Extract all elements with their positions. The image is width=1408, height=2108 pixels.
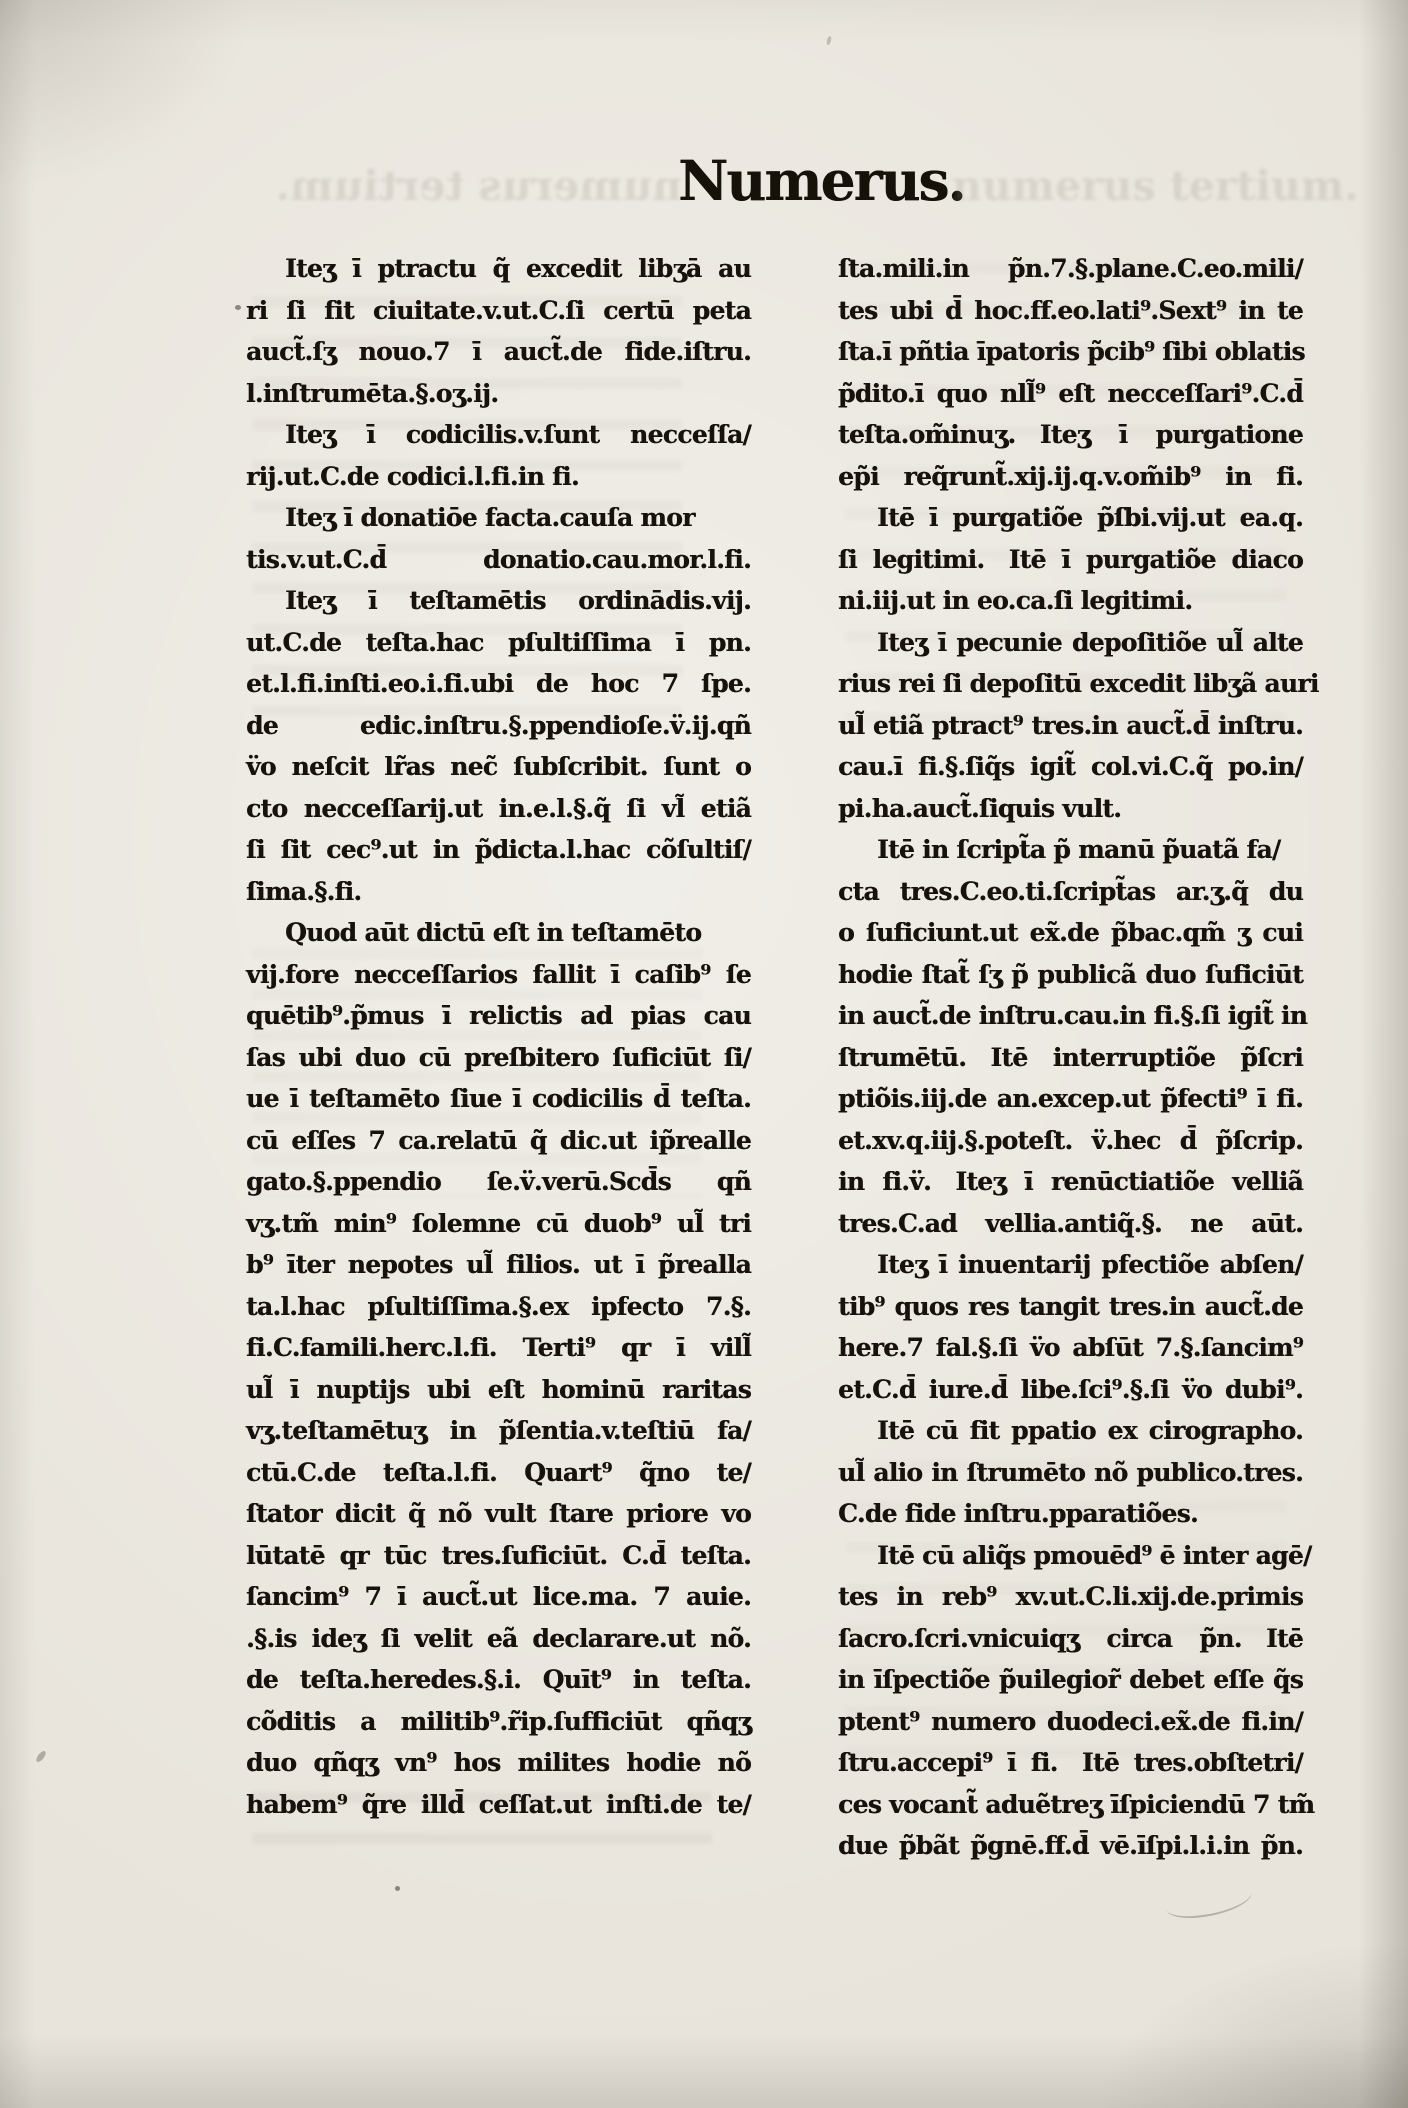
text-line: ep̃i req̃runt̃.xij.ij.q.v.om̃ib⁹ in fi.	[838, 461, 1303, 491]
text-line: cau.ī fi.§.ſiq̃s igit̃ col.vi.C.q̃ po.in/	[838, 752, 1303, 781]
text-line: rij.ut.C.de codici.l.fi.in fi.	[246, 461, 579, 491]
text-line: ul̃ etiã ptract⁹ tres.in auct̃.d̄ inſtru.	[838, 710, 1303, 740]
text-line: tis.v.ut.C.d̄ donatio.cau.mor.l.fi.	[246, 544, 751, 574]
text-line: cto necceſſarij.ut in.e.l.§.q̃ ſi vl̃ etiã	[246, 793, 751, 823]
text-line: vʒ.tm̃ min⁹ ſolemne cū duob⁹ ul̃ tri	[246, 1208, 751, 1238]
text-line: cõditis a militib⁹.r̃ip.ſufficiūt qñqʒ	[246, 1706, 751, 1736]
text-line: ri ſi fit ciuitate.v.ut.C.ſi certū peta	[246, 295, 751, 325]
text-line: Quod aūt dictū eſt in teſtamēto	[285, 918, 702, 947]
text-line: auct̃.ſʒ nouo.7 ī auct̃.de fide.iſtru.	[246, 337, 751, 366]
text-line: ue ī teſtamēto ſiue ī codicilis d̄ teſta.	[246, 1084, 751, 1113]
text-line: Itē ī purgatiõe p̃ſbi.vij.ut ea.q.	[877, 503, 1303, 532]
text-line: ces vocant̃ aduẽtreʒ īſpiciendū 7 tm̃	[838, 1789, 1315, 1819]
column-right	[838, 248, 1319, 1867]
text-line: Itē cū aliq̃s pmouēd⁹ ē inter agē/	[877, 1540, 1312, 1570]
text-line: ſancim⁹ 7 ī auct̃.ut lice.ma. 7 auie.	[246, 1582, 751, 1611]
text-line: o ſuficiunt.ut ex̃.de p̃bac.qm̃ ʒ cui	[838, 918, 1303, 947]
text-line: ſima.§.fi.	[246, 876, 362, 906]
text-line: tes ubi d̄ hoc.ff.eo.lati⁹.Sext⁹ in te	[838, 295, 1303, 325]
text-line: ta.l.hac pſultiſſima.§.ex ipfecto 7.§.	[246, 1291, 751, 1321]
text-line: ſacro.ſcri.vnicuiqʒ circa p̃n. Itē	[838, 1623, 1303, 1653]
text-line: ſtrumētū. Itē interruptiõe p̃ſcri	[838, 1042, 1303, 1072]
ink-speck	[395, 1886, 400, 1891]
text-line: .§.is ideʒ ſi velit eã declarare.ut nõ.	[246, 1623, 751, 1653]
scan-artifact-line	[1163, 1877, 1255, 1922]
ink-speck	[826, 36, 832, 46]
text-line: pi.ha.auct̃.ſiquis vult.	[838, 793, 1122, 823]
verso-bleedthrough-heading-left: numerus tertium.	[275, 162, 682, 210]
text-line: ptiõis.iij.de an.excep.ut p̃fecti⁹ ī fi.	[838, 1084, 1303, 1113]
text-line: ſi legitimi. Itē ī purgatiõe diaco	[838, 544, 1303, 574]
text-line: de edic.inſtru.§.ppendioſe.v̈.ij.qñ	[246, 710, 751, 740]
text-line: ſta.ī pñtia īpatoris p̃cib⁹ ſibi oblatis	[838, 337, 1305, 366]
text-line: gato.§.ppendio ſe.v̈.verū.Scd̄s qñ	[246, 1167, 751, 1196]
ink-speck	[235, 305, 241, 310]
text-line: cta tres.C.eo.ti.ſcript̃as ar.ʒ.q̃ du	[838, 876, 1303, 906]
text-line: et.C.d̄ iure.d̄ libe.ſci⁹.§.ſi v̈o dubi⁹.	[838, 1374, 1303, 1404]
text-line: Iteʒ ī teſtamētis ordinādis.vij.	[285, 586, 751, 615]
text-line: habem⁹ q̃re illd̄ ceſſat.ut inſti.de te/	[246, 1789, 751, 1819]
text-line: ſi ſit cec⁹.ut in p̃dicta.l.hac cõſultiſ/	[246, 835, 751, 864]
text-line: vʒ.teſtamētuʒ in p̃ſentia.v.teſtiū fa/	[246, 1416, 751, 1445]
text-line: in īſpectiõe p̃uilegior̃ debet eſſe q̃s	[838, 1665, 1303, 1694]
text-line: l.inſtrumēta.§.oʒ.ij.	[246, 378, 499, 408]
text-line: C.de fide inſtru.pparatiões.	[838, 1499, 1198, 1528]
text-line: lūtatē qr tūc tres.ſuficiūt. C.d̄ teſta.	[246, 1540, 751, 1570]
verso-bleedthrough-heading-right: numerus tertium.	[952, 162, 1359, 210]
text-line: rius rei ſi depoſitū excedit libʒã auri	[838, 669, 1319, 698]
text-line: tib⁹ quos res tangit tres.in auct̃.de	[838, 1291, 1303, 1321]
text-line: ni.iij.ut in eo.ca.ſi legitimi.	[838, 586, 1193, 615]
text-line: ſtru.accepi⁹ ī fi. Itē tres.obſtetri/	[838, 1748, 1303, 1777]
text-line: et.xv.q.iij.§.poteſt. v̈.hec d̄ p̃ſcrip.	[838, 1125, 1303, 1155]
text-line: tes in reb⁹ xv.ut.C.li.xij.de.primis	[838, 1582, 1303, 1611]
text-line: v̈o neſcit lr̃as nec̃ ſubſcribit. ſunt o	[246, 752, 751, 781]
text-line: fi.C.famili.herc.l.fi. Terti⁹ qr ī vill̃	[246, 1333, 751, 1362]
text-line: hodie ſtat̃ ſʒ p̃ publicã duo ſuficiūt	[838, 959, 1303, 989]
text-line: p̃dito.ī quo nll̃⁹ eſt necceſſari⁹.C.d̄	[838, 378, 1303, 408]
text-line: ptent⁹ numero duodeci.ex̃.de fi.in/	[838, 1706, 1303, 1736]
text-line: Itē cū fit ppatio ex cirographo.	[877, 1416, 1303, 1445]
text-line: Iteʒ ī inuentarij pfectiõe abſen/	[877, 1250, 1303, 1279]
text-line: ul̃ alio in ſtrumēto nõ publico.tres.	[838, 1457, 1303, 1487]
text-line: quētib⁹.p̃mus ī relictis ad pias cau	[246, 1001, 751, 1030]
ink-speck	[35, 1750, 48, 1764]
text-line: tres.C.ad vellia.antiq̃.§. ne aūt.	[838, 1208, 1303, 1238]
text-line: ſas ubi duo cū preſbitero ſuficiūt ſi/	[246, 1042, 751, 1072]
text-line: Iteʒ ī ptractu q̃ excedit libʒā au	[285, 254, 751, 283]
text-line: teſta.om̃inuʒ. Iteʒ ī purgatione	[838, 420, 1303, 449]
column-left	[246, 248, 751, 1825]
text-line: Iteʒ ī pecunie depoſitiõe ul̃ alte	[877, 627, 1303, 657]
text-line: ul̃ ī nuptijs ubi eſt hominū raritas	[246, 1374, 751, 1404]
text-line: Itē in ſcript̃a p̃ manū p̃uatã fa/	[877, 835, 1281, 864]
text-line: here.7 fal.§.ſi v̈o abſūt 7.§.ſancim⁹	[838, 1333, 1303, 1362]
text-line: ſtator dicit q̃ nõ vult ſtare priore vo	[246, 1499, 751, 1528]
text-line: cū eſſes 7 ca.relatū q̃ dic.ut ip̃realle	[246, 1125, 751, 1155]
text-line: in fi.v̈. Iteʒ ī renūctiatiõe velliã	[838, 1167, 1303, 1196]
text-line: ſta.mili.in p̃n.7.§.plane.C.eo.mili/	[838, 254, 1303, 283]
text-line: et.l.fi.inſti.eo.i.fi.ubi de hoc 7 ſpe.	[246, 669, 751, 698]
text-line: in auct̃.de inſtru.cau.in fi.§.ſi igit̃ in	[838, 1001, 1308, 1030]
text-line: due p̃bãt p̃gnē.ff.d̄ vē.īſpi.l.i.in p̃n.	[838, 1831, 1303, 1860]
text-line: Iteʒ ī codicilis.v.ſunt necceſſa/	[285, 420, 751, 449]
text-line: vij.fore necceſſarios fallit ī caſib⁹ ſe	[246, 959, 751, 989]
text-line: b⁹ īter nepotes ul̃ filios. ut ī p̃realla	[246, 1250, 751, 1279]
page-heading: Numerus.	[678, 148, 965, 213]
text-line: Iteʒ ī donatiōe facta.cauſa mor	[285, 503, 695, 532]
text-line: ut.C.de teſta.hac pſultiſſima ī pn.	[246, 627, 751, 657]
text-line: ctū.C.de teſta.l.fi. Quart⁹ q̃no te/	[246, 1457, 751, 1487]
text-line: de teſta.heredes.§.i. Quīt⁹ in teſta.	[246, 1665, 751, 1694]
text-line: duo qñqʒ vn⁹ hos milites hodie nõ	[246, 1748, 751, 1777]
